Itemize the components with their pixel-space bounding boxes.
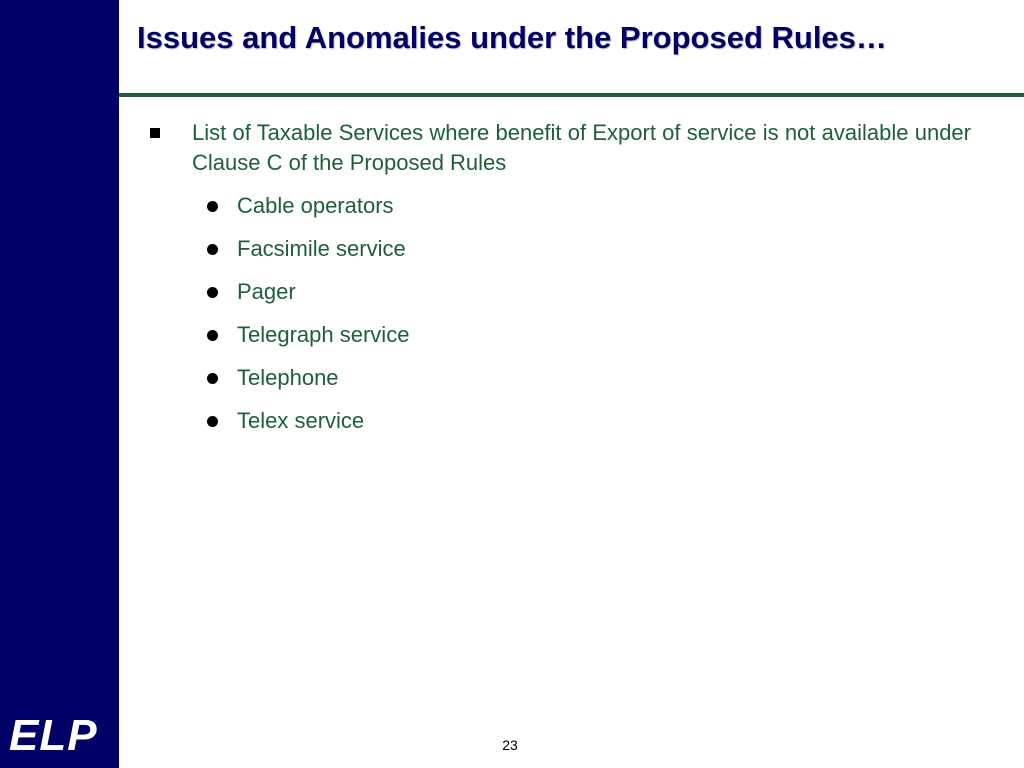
elp-logo: ELP bbox=[9, 711, 98, 760]
sub-bullet-text: Telex service bbox=[237, 408, 365, 433]
sub-bullet-item bbox=[147, 363, 971, 406]
page-number: 23 bbox=[502, 737, 518, 753]
round-bullet-icon bbox=[207, 201, 218, 212]
sidebar bbox=[0, 0, 119, 768]
sub-bullet-list bbox=[147, 191, 971, 449]
round-bullet-icon bbox=[207, 244, 218, 255]
main-bullet-item bbox=[147, 118, 971, 178]
sub-bullet-text: Facsimile service bbox=[237, 236, 406, 261]
round-bullet-icon bbox=[207, 373, 218, 384]
sub-bullet-text: Telegraph service bbox=[237, 322, 410, 347]
round-bullet-icon bbox=[207, 287, 218, 298]
sub-bullet-item bbox=[147, 234, 971, 277]
title-divider bbox=[119, 93, 1024, 97]
slide-title: Issues and Anomalies under the Proposed Rules… bbox=[137, 20, 887, 55]
main-bullet-text: List of Taxable Services where benefit of Export of service is not available under Clause C of the Proposed Rules bbox=[192, 120, 971, 175]
sub-bullet-item bbox=[147, 320, 971, 363]
sub-bullet-text: Telephone bbox=[237, 365, 339, 390]
sub-bullet-text: Pager bbox=[237, 279, 296, 304]
square-bullet-icon bbox=[150, 128, 160, 138]
sub-bullet-text: Cable operators bbox=[237, 193, 394, 218]
slide-content bbox=[147, 118, 971, 449]
sub-bullet-item bbox=[147, 277, 971, 320]
round-bullet-icon bbox=[207, 330, 218, 341]
round-bullet-icon bbox=[207, 416, 218, 427]
sub-bullet-item bbox=[147, 191, 971, 234]
sub-bullet-item bbox=[147, 406, 971, 449]
